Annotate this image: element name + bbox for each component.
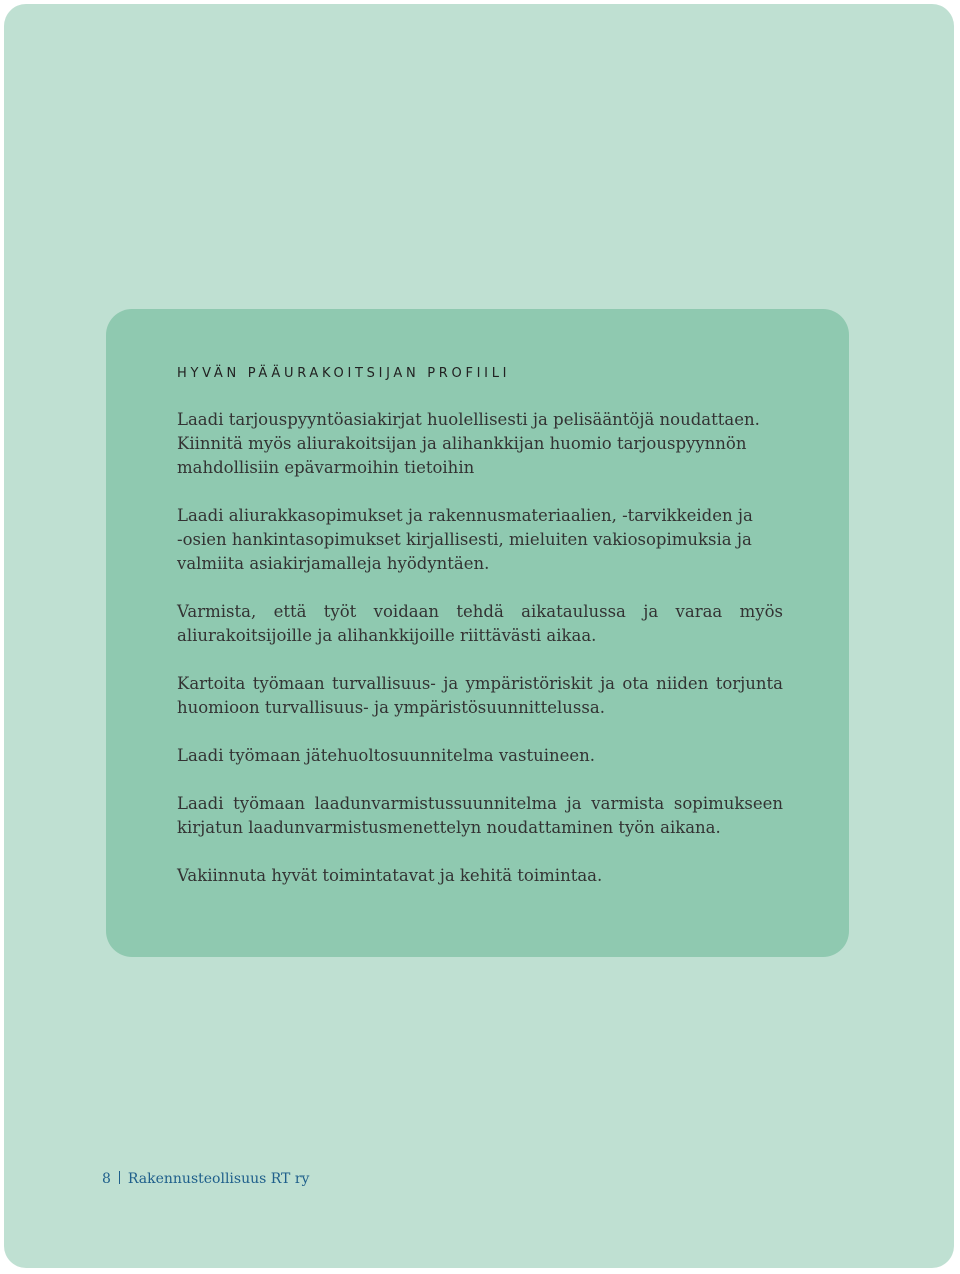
paragraph-line: Laadi aliurakkasopimukset ja rakennusmateriaalien, -tarvikkeiden ja [177,506,753,525]
paragraph-schedule: Varmista, että työt voidaan tehdä aikataulussa ja varaa myös aliurakoitsijoille ja alihankkijoille riittävästi aikaa. [177,602,783,645]
paragraph-line: valmiita asiakirjamalleja hyödyntäen. [177,554,490,573]
page-background [4,4,954,1268]
page-number: 8 [102,1171,111,1187]
profile-panel [106,309,849,957]
page-footer [102,1171,309,1187]
paragraph-contracts [177,504,783,576]
organization-name: Rakennusteollisuus RT ry [127,1171,310,1187]
paragraph-line: Laadi tarjouspyyntöasiakirjat huolellisesti ja pelisääntöjä noudattaen. [177,410,760,429]
paragraph-good-practices: Vakiinnuta hyvät toimintatavat ja kehitä toimintaa. [177,866,603,885]
paragraph-quality-plan: Laadi työmaan laadunvarmistussuunnitelma ja varmista sopimukseen kirjatun laadunvarmistusmenettelyn noudattaminen työn aikana. [177,794,783,837]
paragraph-tender-documents [177,408,783,480]
paragraph-list [177,408,783,912]
footer-divider [119,1171,120,1184]
paragraph-line: Kiinnitä myös aliurakoitsijan ja alihankkijan huomio tarjouspyynnön [177,434,747,453]
panel-heading: HYVÄN PÄÄURAKOITSIJAN PROFIILI [177,366,511,381]
paragraph-line: -osien hankintasopimukset kirjallisesti, mieluiten vakiosopimuksia ja [177,530,752,549]
paragraph-waste-plan: Laadi työmaan jätehuoltosuunnitelma vastuineen. [177,746,596,765]
paragraph-risks: Kartoita työmaan turvallisuus- ja ympäristöriskit ja ota niiden torjunta huomioon turvallisuus- ja ympäristösuunnittelussa. [177,674,783,717]
paragraph-line: mahdollisiin epävarmoihin tietoihin [177,458,475,477]
